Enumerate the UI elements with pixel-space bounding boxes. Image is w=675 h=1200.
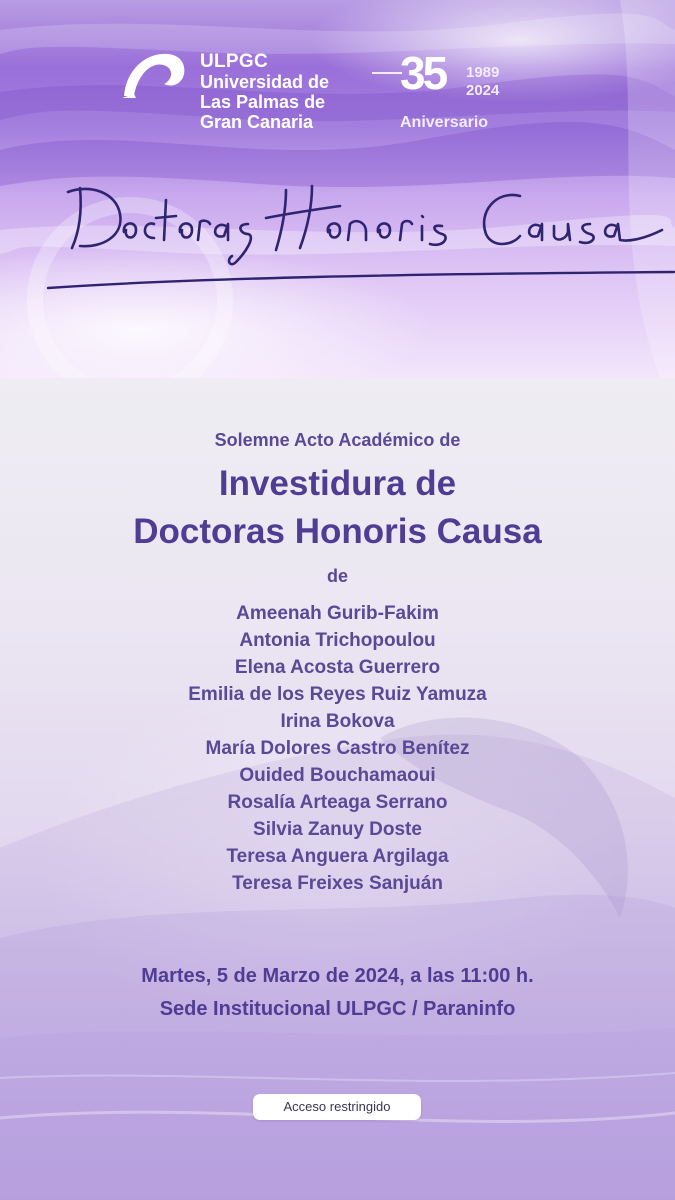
honoree-name: Teresa Anguera Argilaga: [226, 846, 449, 867]
anniversary-year-start: 1989: [466, 64, 500, 81]
logo-line-2: Las Palmas de: [200, 92, 326, 112]
honoree-name: María Dolores Castro Benítez: [205, 738, 470, 759]
invitation-body: [0, 378, 675, 1200]
logo-acronym: ULPGC: [200, 51, 268, 72]
anniversary-label: Aniversario: [400, 114, 489, 131]
logo-line-1: Universidad de: [200, 72, 330, 92]
anniversary-rule: [372, 72, 402, 74]
honoree-name: Elena Acosta Guerrero: [234, 657, 441, 678]
anniversary-badge: [372, 47, 532, 136]
ulpgc-wave-icon: [120, 50, 188, 100]
honoree-name: Ouided Bouchamaoui: [239, 765, 436, 786]
logo-line-3: Gran Canaria: [200, 112, 314, 132]
honorees-intro: de: [326, 566, 348, 586]
event-subtitle: Solemne Acto Académico de: [214, 430, 461, 450]
event-title-line-1: Investidura de: [218, 464, 457, 503]
anniversary-number: 35: [400, 47, 446, 99]
honoree-name: Irina Bokova: [280, 711, 395, 732]
anniversary-years: [466, 64, 499, 100]
access-restricted-badge: Acceso restringido: [253, 1094, 421, 1120]
logo-wordmark: [200, 52, 329, 132]
event-date-time: Martes, 5 de Marzo de 2024, a las 11:00 h.: [141, 965, 534, 987]
event-title-line-2: Doctoras Honoris Causa: [133, 512, 542, 551]
honoree-name: Rosalía Arteaga Serrano: [227, 792, 448, 813]
honoree-name: Silvia Zanuy Doste: [253, 819, 422, 840]
honoree-name: Ameenah Gurib-Fakim: [236, 603, 439, 624]
anniversary-year-end: 2024: [466, 82, 500, 99]
ulpgc-logo[interactable]: [120, 48, 370, 138]
honoree-name: Emilia de los Reyes Ruiz Yamuza: [188, 684, 487, 705]
title-underline: [44, 266, 675, 296]
header-banner: [0, 0, 675, 378]
event-venue: Sede Institucional ULPGC / Paraninfo: [159, 998, 516, 1020]
handwritten-title: [50, 170, 670, 300]
honoree-name: Teresa Freixes Sanjuán: [232, 873, 443, 894]
honoree-name: Antonia Trichopoulou: [239, 630, 436, 651]
honoree-list: [0, 600, 675, 897]
